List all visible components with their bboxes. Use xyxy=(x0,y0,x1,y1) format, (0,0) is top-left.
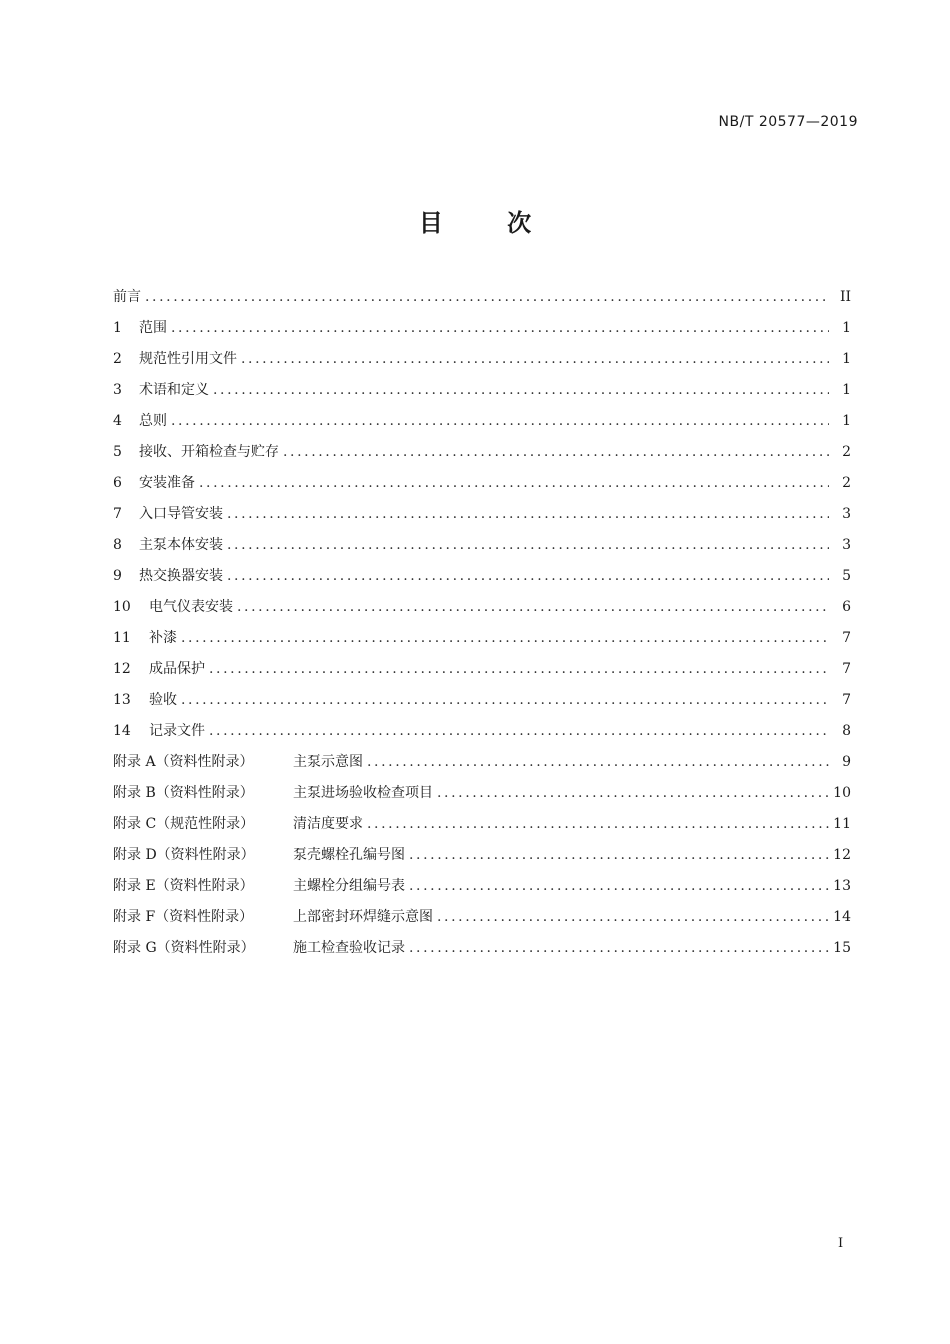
toc-appendix-page: 15 xyxy=(833,940,851,956)
toc-entry-label: 前言 xyxy=(113,289,141,305)
toc-entry-1[interactable] xyxy=(113,313,851,344)
toc-appendix-prefix: 附录 A（资料性附录） xyxy=(113,754,254,770)
toc-entry-label: 主泵本体安装 xyxy=(139,537,223,553)
toc-entry-number: 2 xyxy=(113,351,122,367)
toc-appendix-prefix: 附录 B（资料性附录） xyxy=(113,785,254,801)
toc-entry-page: 1 xyxy=(842,413,851,429)
toc-entry-11[interactable] xyxy=(113,623,851,654)
toc-leader-dots xyxy=(227,530,829,561)
toc-leader-dots xyxy=(437,778,829,809)
toc-leader-dots xyxy=(409,933,829,964)
toc-leader-dots xyxy=(367,809,829,840)
toc-entry-number: 8 xyxy=(113,537,122,553)
toc-entry-label: 规范性引用文件 xyxy=(139,351,237,367)
toc-appendix-d[interactable] xyxy=(113,840,851,871)
toc-appendix-f[interactable] xyxy=(113,902,851,933)
toc-leader-dots xyxy=(367,747,829,778)
toc-leader-dots xyxy=(171,313,829,344)
toc-entry-9[interactable] xyxy=(113,561,851,592)
toc-appendix-page: 14 xyxy=(833,909,851,925)
toc-entry-number: 11 xyxy=(113,630,131,646)
toc-appendix-c[interactable] xyxy=(113,809,851,840)
toc-leader-dots xyxy=(209,716,829,747)
toc-entry-number: 14 xyxy=(113,723,131,739)
toc-leader-dots xyxy=(199,468,829,499)
toc-entry-page: 8 xyxy=(842,723,851,739)
toc-entry-label: 热交换器安装 xyxy=(139,568,223,584)
toc-leader-dots xyxy=(283,437,829,468)
toc-entry-number: 3 xyxy=(113,382,122,398)
toc-entry-label: 成品保护 xyxy=(149,661,205,677)
toc-entry-label: 范围 xyxy=(139,320,167,336)
toc-entry-number: 5 xyxy=(113,444,122,460)
toc-leader-dots xyxy=(227,499,829,530)
toc-appendix-e[interactable] xyxy=(113,871,851,902)
toc-entry-page: 7 xyxy=(842,661,851,677)
toc-entry-4[interactable] xyxy=(113,406,851,437)
toc-leader-dots xyxy=(145,282,829,313)
toc-appendix-label: 主泵示意图 xyxy=(293,754,363,770)
toc-entry-page: 5 xyxy=(842,568,851,584)
toc-entry-page: 2 xyxy=(842,475,851,491)
toc-entry-8[interactable] xyxy=(113,530,851,561)
page-title: 目 次 xyxy=(418,209,560,237)
toc-entry-7[interactable] xyxy=(113,499,851,530)
toc-entry-page: 6 xyxy=(842,599,851,615)
toc-entry-page: 7 xyxy=(842,692,851,708)
toc-appendix-label: 上部密封环焊缝示意图 xyxy=(293,909,433,925)
toc-appendix-prefix: 附录 E（资料性附录） xyxy=(113,878,254,894)
toc-entry-label: 验收 xyxy=(149,692,177,708)
toc-entry-page: 1 xyxy=(842,320,851,336)
toc-leader-dots xyxy=(181,623,829,654)
toc-entry-label: 记录文件 xyxy=(149,723,205,739)
toc-appendix-prefix: 附录 G（资料性附录） xyxy=(113,940,255,956)
page-number: I xyxy=(838,1236,844,1251)
toc-entry-page: 3 xyxy=(842,506,851,522)
toc-leader-dots xyxy=(213,375,829,406)
toc-appendix-prefix: 附录 D（资料性附录） xyxy=(113,847,255,863)
toc-leader-dots xyxy=(171,406,829,437)
toc-entry-number: 4 xyxy=(113,413,122,429)
toc-entry-number: 6 xyxy=(113,475,122,491)
toc-entry-2[interactable] xyxy=(113,344,851,375)
toc-entry-number: 12 xyxy=(113,661,131,677)
toc-leader-dots xyxy=(209,654,829,685)
toc-appendix-prefix: 附录 C（规范性附录） xyxy=(113,816,255,832)
toc-entry-label: 接收、开箱检查与贮存 xyxy=(139,444,279,460)
toc-leader-dots xyxy=(409,871,829,902)
toc-entry-page: 2 xyxy=(842,444,851,460)
table-of-contents xyxy=(113,282,851,964)
toc-leader-dots xyxy=(409,840,829,871)
toc-entry-3[interactable] xyxy=(113,375,851,406)
toc-appendix-g[interactable] xyxy=(113,933,851,964)
toc-leader-dots xyxy=(227,561,829,592)
toc-entry-foreword[interactable] xyxy=(113,282,851,313)
toc-entry-page: 3 xyxy=(842,537,851,553)
toc-entry-label: 术语和定义 xyxy=(139,382,209,398)
toc-appendix-prefix: 附录 F（资料性附录） xyxy=(113,909,254,925)
toc-appendix-label: 施工检查验收记录 xyxy=(293,940,405,956)
toc-entry-number: 10 xyxy=(113,599,131,615)
toc-entry-page: II xyxy=(839,289,851,305)
toc-entry-number: 13 xyxy=(113,692,131,708)
toc-appendix-label: 泵壳螺栓孔编号图 xyxy=(293,847,405,863)
toc-leader-dots xyxy=(181,685,829,716)
toc-appendix-label: 清洁度要求 xyxy=(293,816,363,832)
toc-entry-10[interactable] xyxy=(113,592,851,623)
toc-appendix-label: 主螺栓分组编号表 xyxy=(293,878,405,894)
standard-number: NB/T 20577—2019 xyxy=(718,114,858,130)
toc-entry-label: 入口导管安装 xyxy=(139,506,223,522)
toc-entry-page: 1 xyxy=(842,351,851,367)
toc-entry-14[interactable] xyxy=(113,716,851,747)
toc-entry-page: 7 xyxy=(842,630,851,646)
toc-entry-12[interactable] xyxy=(113,654,851,685)
toc-appendix-b[interactable] xyxy=(113,778,851,809)
toc-appendix-page: 10 xyxy=(833,785,851,801)
toc-entry-number: 9 xyxy=(113,568,122,584)
toc-leader-dots xyxy=(237,592,829,623)
toc-appendix-a[interactable] xyxy=(113,747,851,778)
toc-entry-number: 1 xyxy=(113,320,122,336)
toc-appendix-label: 主泵进场验收检查项目 xyxy=(293,785,433,801)
toc-leader-dots xyxy=(437,902,829,933)
toc-entry-number: 7 xyxy=(113,506,122,522)
toc-appendix-page: 9 xyxy=(842,754,851,770)
toc-entry-13[interactable] xyxy=(113,685,851,716)
toc-entry-5[interactable] xyxy=(113,437,851,468)
toc-entry-label: 总则 xyxy=(139,413,167,429)
toc-leader-dots xyxy=(241,344,829,375)
toc-entry-label: 安装准备 xyxy=(139,475,195,491)
toc-appendix-page: 12 xyxy=(833,847,851,863)
toc-appendix-page: 11 xyxy=(833,816,851,832)
toc-appendix-page: 13 xyxy=(833,878,851,894)
toc-entry-page: 1 xyxy=(842,382,851,398)
toc-entry-6[interactable] xyxy=(113,468,851,499)
toc-entry-label: 补漆 xyxy=(149,630,177,646)
toc-entry-label: 电气仪表安装 xyxy=(149,599,233,615)
